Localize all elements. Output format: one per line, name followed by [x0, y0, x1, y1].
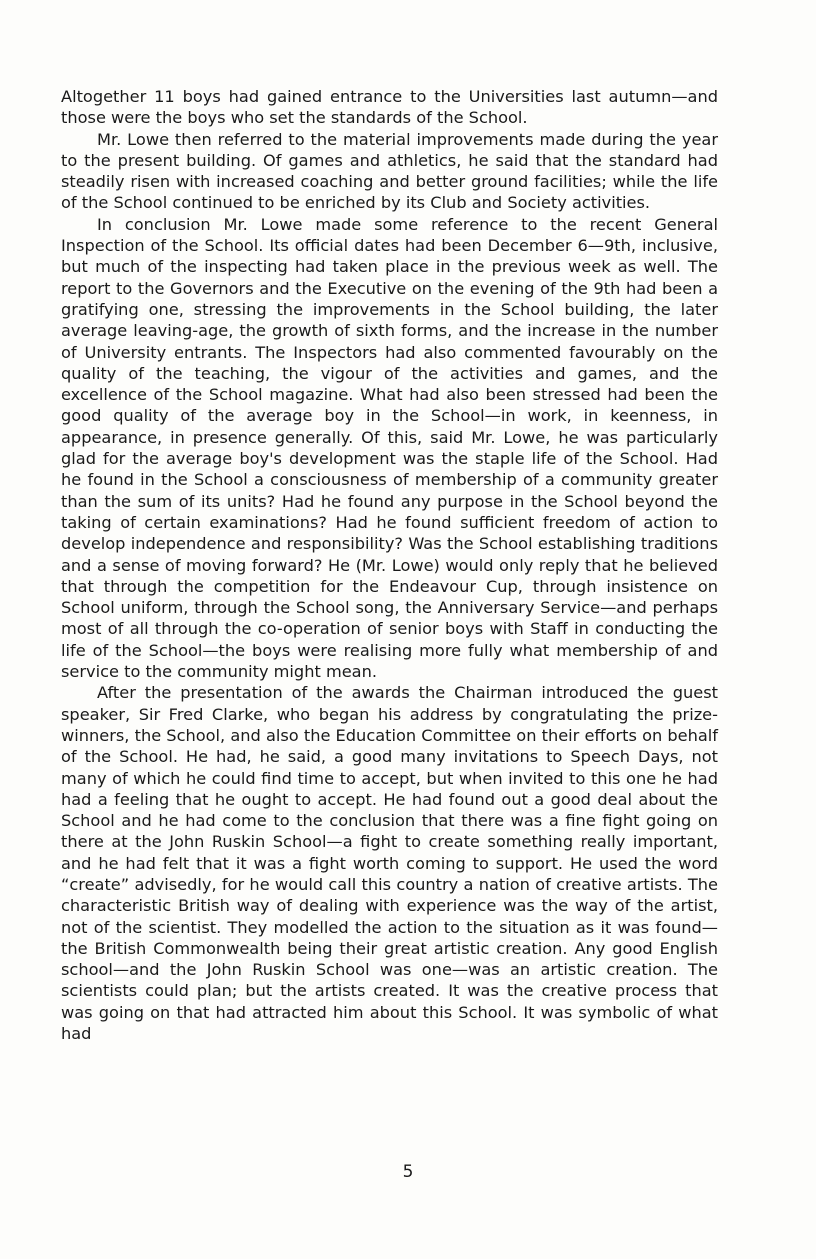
paragraph-2: Mr. Lowe then referred to the material improvements made during the year to the present building. Of games and athletics, he said that the standard had steadily risen with increased coaching and better ground facilities; while the life of the School continued to be enriched by its Club and Society activities.	[61, 129, 718, 213]
paragraph-4: After the presentation of the awards the Chairman introduced the guest speaker, Sir Fred Clarke, who began his address by congratulating the prize-winners, the School, and also the Education Committee on their efforts on behalf of the School. He had, he said, a good many invitations to Speech Days, not many of which he could find time to accept, but when invited to this one he had had a feeling that he ought to accept. He had found out a good deal about the School and he had come to the conclusion that there was a fine fight going on there at the John Ruskin School—a fight to create something really important, and he had felt that it was a fight worth coming to support. He used the word “create” advisedly, for he would call this country a nation of creative artists. The characteristic British way of dealing with experience was the way of the artist, not of the scientist. They modelled the action to the situation as it was found—the British Commonwealth being their great artistic creation. Any good English school—and the John Ruskin School was one—was an artistic creation. The scientists could plan; but the artists created. It was the creative process that was going on that had attracted him about this School. It was symbolic of what had	[61, 683, 718, 1044]
body-text	[61, 86, 718, 1044]
paragraph-1: Altogether 11 boys had gained entrance to the Universities last autumn—and those were the boys who set the standards of the School.	[61, 87, 718, 128]
paragraph-3: In conclusion Mr. Lowe made some reference to the recent General Inspection of the School. Its official dates had been December 6—9th, inclusive, but much of the inspecting had taken place in the previous week as well. The report to the Governors and the Executive on the evening of the 9th had been a gratifying one, stressing the improvements in the School building, the later average leaving-age, the growth of sixth forms, and the increase in the number of University entrants. The Inspectors had also commented favourably on the quality of the teaching, the vigour of the activities and games, and the excellence of the School magazine. What had also been stressed had been the good quality of the average boy in the School—in work, in keenness, in appearance, in presence generally. Of this, said Mr. Lowe, he was particularly glad for the average boy's development was the staple life of the School. Had he found in the School a consciousness of membership of a community greater than the sum of its units? Had he found any purpose in the School beyond the taking of certain examinations? Had he found sufficient freedom of action to develop independence and responsibility? Was the School establishing traditions and a sense of moving forward? He (Mr. Lowe) would only reply that he believed that through the competition for the Endeavour Cup, through insistence on School uniform, through the School song, the Anniversary Service—and perhaps most of all through the co-operation of senior boys with Staff in conducting the life of the School—the boys were realising more fully what membership of and service to the community might mean.	[61, 214, 718, 682]
page-number: 5	[402, 1162, 414, 1182]
